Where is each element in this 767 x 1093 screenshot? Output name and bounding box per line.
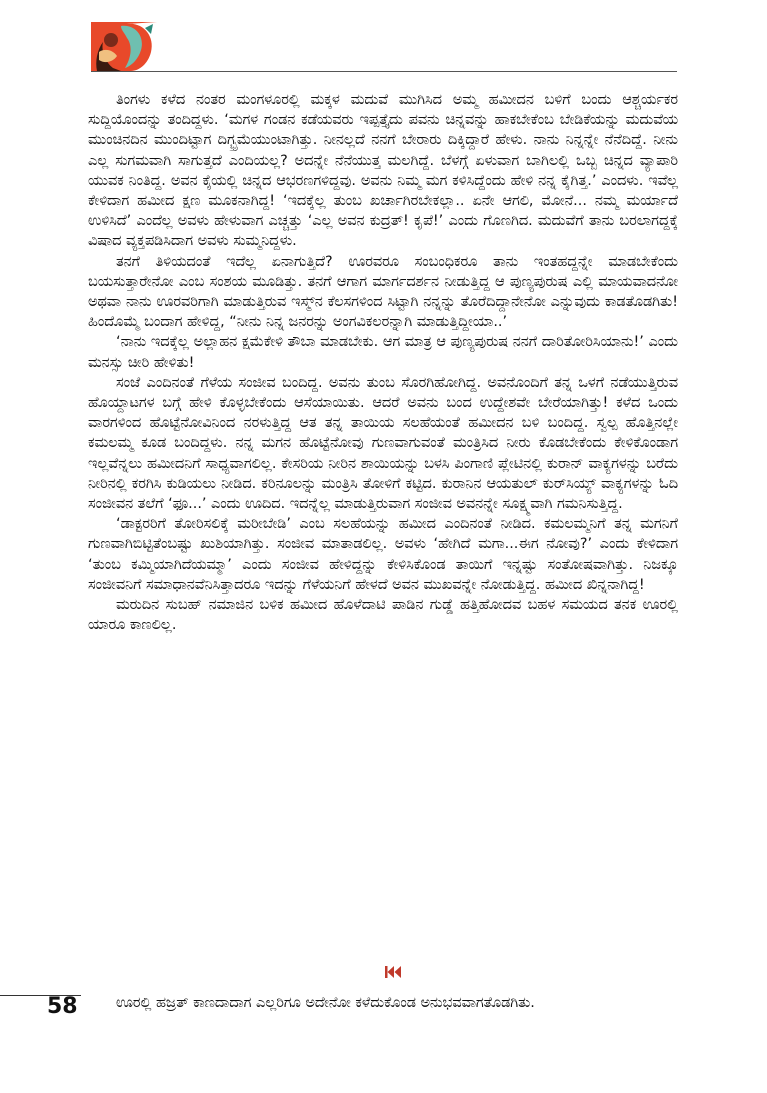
paragraph: ತಿಂಗಳು ಕಳೆದ ನಂತರ ಮಂಗಳೂರಲ್ಲಿ ಮಕ್ಕಳ ಮದುವೆ ಮುಗಿಸಿದ ಅಮ್ಮ ಹಮೀದನ ಬಳಿಗೆ ಬಂದು ಆಶ್ಚರ್ಯಕರ ಸುದ್ದಿಯೊಂದನ್ನು ತಂದಿದ್ದಳು. ‘ಮಗಳ ಗಂಡನ ಕಡೆಯವರು ಇಪ್ಪತ್ತೈದು ಪವನು ಚಿನ್ನವನ್ನು ಹಾಕಬೇಕೆಂಬ ಬೇಡಿಕೆಯನ್ನು ಮದುವೆಯ ಮುಂಚಿನದಿನ ಮುಂದಿಟ್ಟಾಗ ದಿಗ್ಭ್ರಮೆಯುಂಟಾಗಿತ್ತು. ನೀನಲ್ಲದೆ ನನಗೆ ಬೇರಾರು ದಿಕ್ಕಿದ್ದಾರೆ ಹೇಳು. ನಾನು ನಿನ್ನನ್ನೇ ನೆನೆದಿದ್ದೆ. ನೀನು ಎಲ್ಲ ಸುಗಮವಾಗಿ ಸಾಗುತ್ತದೆ ಎಂದಿಯಲ್ಲ? ಅದನ್ನೇ ನೆನೆಯುತ್ತ ಮಲಗಿದ್ದೆ. ಬೆಳಗ್ಗೆ ಏಳುವಾಗ ಬಾಗಿಲಲ್ಲಿ ಒಬ್ಬ ಚಿನ್ನದ ವ್ಯಾಪಾರಿ ಯುವಕ ನಿಂತಿದ್ದ. ಅವನ ಕೈಯಲ್ಲಿ ಚಿನ್ನದ ಆಭರಣಗಳಿದ್ದವು. ಅವನು ನಿಮ್ಮ ಮಗ ಕಳಿಸಿದ್ದೆಂದು ಹೇಳಿ ನನ್ನ ಕೈಗಿತ್ತ.’ ಎಂದಳು. ಇವೆಲ್ಲ ಕೇಳಿದಾಗ ಹಮೀದ ಕ್ಷಣ ಮೂಕನಾಗಿದ್ದ! ‘ಇದಕ್ಕೆಲ್ಲ ತುಂಬ ಖರ್ಚಾಗಿರಬೇಕಲ್ಲಾ.. ಏನೇ ಆಗಲಿ, ಮೋನೆ... ನಮ್ಮ ಮರ್ಯಾದೆ ಉಳಿಸಿದೆ’ ಎಂದೆಲ್ಲ ಅವಳು ಹೇಳುವಾಗ ಎಚ್ಚತ್ತು ‘ಎಲ್ಲ ಅವನ ಕುದ್ರತ್! ಕೃಪೆ!’ ಎಂದು ಗೊಣಗಿದ. ಮದುವೆಗೆ ತಾನು ಬರಲಾಗದ್ದಕ್ಕೆ ವಿಷಾದ ವ್ಯಕ್ತಪಡಿಸಿದಾಗ ಅವಳು ಸುಮ್ಮನಿದ್ದಳು. [88, 92, 678, 250]
header-divider [91, 71, 677, 72]
page-number: 58 [47, 994, 78, 1019]
paragraph: ಸಂಜೆ ಎಂದಿನಂತೆ ಗೆಳೆಯ ಸಂಜೀವ ಬಂದಿದ್ದ. ಅವನು ತುಂಬ ಸೊರಗಿಹೋಗಿದ್ದ. ಅವನೊಂದಿಗೆ ತನ್ನ ಒಳಗೆ ನಡೆಯುತ್ತಿರುವ ಹೊಯ್ದಾಟಗಳ ಬಗ್ಗೆ ಹೇಳಿ ಕೊಳ್ಳಬೇಕೆಂದು ಆಸೆಯಾಯಿತು. ಆದರೆ ಅವನು ಬಂದ ಉದ್ದೇಶವೇ ಬೇರೆಯಾಗಿತ್ತು! ಕಳೆದ ಒಂದು ವಾರಗಳಿಂದ ಹೊಟ್ಟೆನೋವಿನಿಂದ ನರಳುತ್ತಿದ್ದ ಆತ ತನ್ನ ತಾಯಿಯ ಸಲಹೆಯಂತೆ ಹಮೀದನ ಬಳಿ ಬಂದಿದ್ದ. ಸ್ವಲ್ಪ ಹೊತ್ತಿನಲ್ಲೇ ಕಮಲಮ್ಮ ಕೂಡ ಬಂದಿದ್ದಳು. ನನ್ನ ಮಗನ ಹೊಟ್ಟೆನೋವು ಗುಣವಾಗುವಂತೆ ಮಂತ್ರಿಸಿದ ನೀರು ಕೊಡಬೇಕೆಂದು ಕೇಳಿಕೊಂಡಾಗ ಇಲ್ಲವೆನ್ನಲು ಹಮೀದನಿಗೆ ಸಾಧ್ಯವಾಗಲಿಲ್ಲ. ಕೇಸರಿಯ ನೀರಿನ ಶಾಯಿಯನ್ನು ಬಳಸಿ ಪಿಂಗಾಣಿ ಪ್ಲೇಟಿನಲ್ಲಿ ಕುರಾನ್ ವಾಕ್ಯಗಳನ್ನು ಬರೆದು ನೀರಿನಲ್ಲಿ ಕರಗಿಸಿ ಕುಡಿಯಲು ನೀಡಿದ. ಕರಿನೂಲನ್ನು ಮಂತ್ರಿಸಿ ತೋಳಿಗೆ ಕಟ್ಟಿದ. ಕುರಾನಿನ ಆಯತುಲ್ ಕುರ್‌ಸಿಯ್ಯ್ ವಾಕ್ಯಗಳನ್ನು ಓದಿ ಸಂಜೀವನ ತಲೆಗೆ ‘ಫೂ...’ ಎಂದು ಊದಿದ. ಇದನ್ನೆಲ್ಲ ಮಾಡುತ್ತಿರುವಾಗ ಸಂಜೀವ ಅವನನ್ನೇ ಸೂಕ್ಷ್ಮವಾಗಿ ಗಮನಿಸುತ್ತಿದ್ದ. [88, 374, 678, 513]
publication-logo [91, 22, 157, 71]
paragraph: ಮರುದಿನ ಸುಬಹ್ ನಮಾಜಿನ ಬಳಿಕ ಹಮೀದ ಹೊಳೆದಾಟಿ ಪಾಡಿನ ಗುಡ್ಡೆ ಹತ್ತಿಹೋದವ ಬಹಳ ಸಮಯದ ತನಕ ಊರಲ್ಲಿ ಯಾರೂ ಕಾಣಲಿಲ್ಲ. [88, 597, 678, 634]
article-body [88, 90, 678, 635]
paragraph: ‘ಡಾಕ್ಟರರಿಗೆ ತೋರಿಸಲಿಕ್ಕೆ ಮರೀಬೇಡಿ’ ಎಂಬ ಸಲಹೆಯನ್ನು ಹಮೀದ ಎಂದಿನಂತೆ ನೀಡಿದ. ಕಮಲಮ್ಮನಿಗೆ ತನ್ನ ಮಗನಿಗೆ ಗುಣವಾಗಿಬಿಟ್ಟಿತೆಂಬಷ್ಟು ಖುಶಿಯಾಗಿತ್ತು. ಸಂಜೀವ ಮಾತಾಡಲಿಲ್ಲ. ಅವಳು ‘ಹೇಗಿದೆ ಮಗಾ...ಈಗ ನೋವು?’ ಎಂದು ಕೇಳಿದಾಗ ‘ತುಂಬ ಕಮ್ಮಿಯಾಗಿದೆಯಮ್ಮಾ’ ಎಂದು ಸಂಜೀವ ಹೇಳಿದ್ದನ್ನು ಕೇಳಿಸಿಕೊಂಡ ತಾಯಿಗೆ ಇನ್ನಷ್ಟು ಸಂತೋಷವಾಗಿತ್ತು. ನಿಜಕ್ಕೂ ಸಂಜೀವನಿಗೆ ಸಮಾಧಾನವೆನಿಸಿತ್ತಾದರೂ ಇದನ್ನು ಗೆಳೆಯನಿಗೆ ಹೇಳದೆ ಅವನ ಮುಖವನ್ನೇ ನೋಡುತ್ತಿದ್ದ. ಹಮೀದ ಖಿನ್ನನಾಗಿದ್ದ! [88, 516, 678, 593]
paragraph: ‘ನಾನು ಇದಕ್ಕೆಲ್ಲ ಅಲ್ಲಾಹನ ಕ್ಷಮೆಕೇಳಿ ತೌಬಾ ಮಾಡಬೇಕು. ಆಗ ಮಾತ್ರ ಆ ಪುಣ್ಯಪುರುಷ ನನಗೆ ದಾರಿತೋರಿಸಿಯಾನು!’ ಎಂದು ಮನಸ್ಸು ಚೀರಿ ಹೇಳಿತು! [88, 334, 678, 371]
rewind-icon [383, 964, 403, 980]
paragraph: ಊರಲ್ಲಿ ಹಜ್ರತ್ ಕಾಣದಾದಾಗ ಎಲ್ಲರಿಗೂ ಅದೇನೋ ಕಳೆದುಕೊಂಡ ಅನುಭವವಾಗತೊಡಗಿತು. [116, 995, 535, 1011]
paragraph: ತನಗೆ ತಿಳಿಯದಂತೆ ಇದೆಲ್ಲ ಏನಾಗುತ್ತಿದೆ? ಊರವರೂ ಸಂಬಂಧಿಕರೂ ತಾನು ಇಂತಹದ್ದನ್ನೇ ಮಾಡಬೇಕೆಂದು ಬಯಸುತ್ತಾರೇನೋ ಎಂಬ ಸಂಶಯ ಮೂಡಿತ್ತು. ತನಗೆ ಆಗಾಗ ಮಾರ್ಗದರ್ಶನ ನೀಡುತ್ತಿದ್ದ ಆ ಪುಣ್ಯಪುರುಷ ಎಲ್ಲಿ ಮಾಯವಾದನೋ ಅಥವಾ ನಾನು ಊರವರಿಗಾಗಿ ಮಾಡುತ್ತಿರುವ ಇಸ್ಮ್‌ನ ಕೆಲಸಗಳಿಂದ ಸಿಟ್ಟಾಗಿ ನನ್ನನ್ನು ತೊರೆದಿದ್ದಾನೇನೋ ಎನ್ನುವುದು ಕಾಡತೊಡಗಿತು! ಹಿಂದೊಮ್ಮೆ ಬಂದಾಗ ಹೇಳಿದ್ದ, “ನೀನು ನಿನ್ನ ಜನರನ್ನು ಅಂಗವಿಕಲರನ್ನಾಗಿ ಮಾಡುತ್ತಿದ್ದೀಯಾ..’ [88, 253, 678, 331]
